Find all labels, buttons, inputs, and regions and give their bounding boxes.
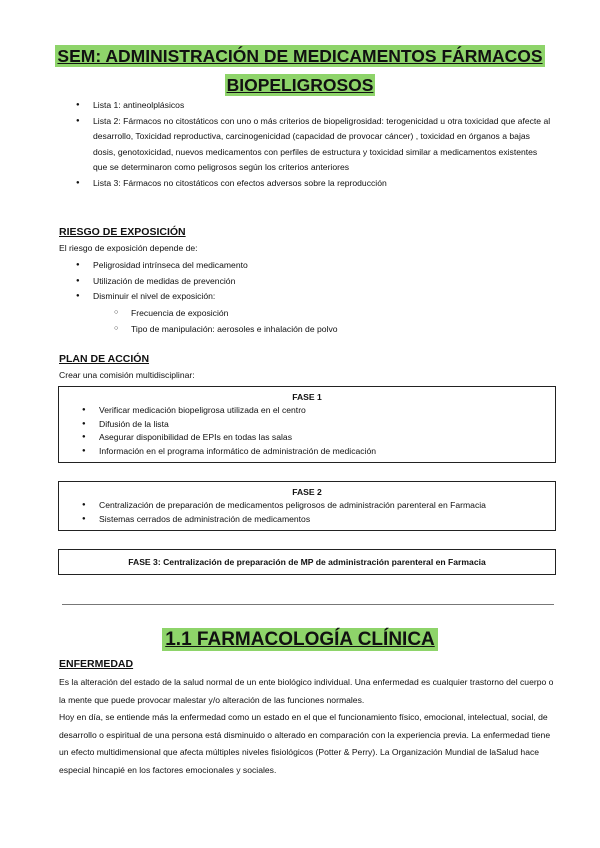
riesgo-intro: El riesgo de exposición depende de: (59, 243, 198, 253)
list-item: ● Asegurar disponibilidad de EPIs en todas las salas (99, 431, 555, 445)
section-title (0, 626, 600, 654)
section-divider (62, 604, 554, 605)
plan-heading: PLAN DE ACCIÓN (59, 353, 150, 365)
paragraph: Hoy en día, se entiende más la enfermedad como un estado en el que el funcionamiento físico, emocional, intelectual, social, de desarrollo o espiritual de una persona está disminuido o alterado en comparación con la experiencia previa. La enfermedad tiene un efecto multidimensional que afecta múltiples niveles fisiológicos (Potter & Perry). La Organización Mundial de laSalud hace especial hincapié en los factores emocionales y sociales. (59, 712, 551, 775)
riesgo-heading: RIESGO DE EXPOSICIÓN (59, 226, 186, 238)
list-item: ● Lista 1: antineolplásicos (93, 98, 553, 114)
list-item: ● Sistemas cerrados de administración de medicamentos (99, 513, 555, 527)
fase1-title: FASE 1 (292, 392, 322, 402)
riesgo-bullet-list (93, 258, 493, 305)
sub-list-item: ○ Frecuencia de exposición (131, 305, 338, 321)
list-item: ● Lista 2: Fármacos no citostáticos con uno o más criterios de biopeligrosidad: terogenicidad u otra toxicidad que afecte al desarrollo, Toxicidad reproductiva, carcinogenicidad (capacidad de provocar cáncer) , toxicidad en órganos a bajas dosis, genotoxicidad, nuevos medicamentos con perfiles de estructura y toxicidad similar a medicamentos existentes que se determinaron como peligrosos según los criterios anteriores (93, 114, 553, 176)
title-line-1: SEM: ADMINISTRACIÓN DE MEDICAMENTOS FÁRMACOS (57, 46, 543, 66)
section-title-text: 1.1 FARMACOLOGÍA CLÍNICA (162, 628, 438, 651)
enfermedad-heading: ENFERMEDAD (59, 658, 134, 670)
fase3-title: FASE 3: Centralización de preparación de MP de administración parenteral en Farmacia (128, 557, 486, 567)
list-item: ● Utilización de medidas de prevención (93, 274, 493, 290)
paragraph: Es la alteración del estado de la salud normal de un ente biológico individual. Una enfermedad es cualquier trastorno del cuerpo o la mente que puede provocar malestar y/o alteración de las funciones normales. (59, 677, 554, 705)
list-item: ● Difusión de la lista (99, 418, 555, 432)
list-item: ● Disminuir el nivel de exposición: (93, 289, 493, 305)
list-item: ● Peligrosidad intrínseca del medicamento (93, 258, 493, 274)
lists-bullet-list (93, 98, 553, 191)
list-item: ● Verificar medicación biopeligrosa utilizada en el centro (99, 404, 555, 418)
fase2-box (58, 481, 556, 531)
list-item: ● Centralización de preparación de medicamentos peligrosos de administración parenteral en Farmacia (99, 499, 555, 513)
fase3-box (58, 549, 556, 575)
fase1-box (58, 386, 556, 463)
list-item: ● Lista 3: Fármacos no citostáticos con efectos adversos sobre la reproducción (93, 176, 553, 192)
document-title (0, 42, 600, 100)
enfermedad-body (59, 674, 559, 780)
plan-intro: Crear una comisión multidisciplinar: (59, 370, 195, 380)
riesgo-sub-list (131, 305, 338, 337)
sub-list-item: ○ Tipo de manipulación: aerosoles e inhalación de polvo (131, 321, 338, 337)
title-line-2: BIOPELIGROSOS (226, 75, 374, 95)
fase2-title: FASE 2 (292, 487, 322, 497)
list-item: ● Información en el programa informático de administración de medicación (99, 445, 555, 459)
